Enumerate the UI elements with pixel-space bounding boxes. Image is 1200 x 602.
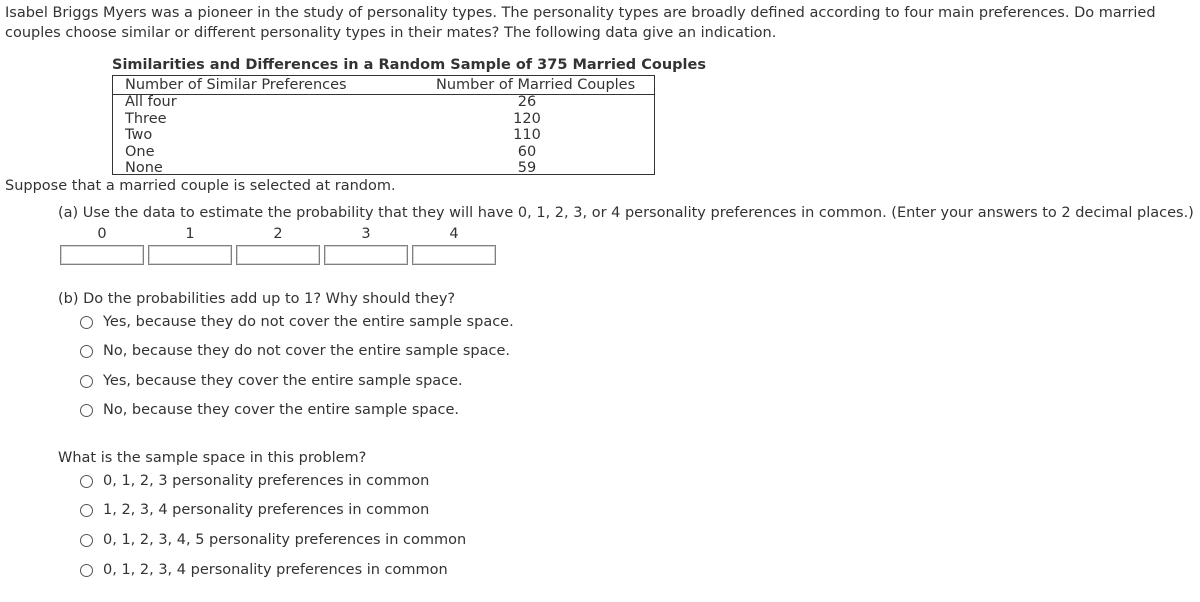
part-b-option[interactable] xyxy=(80,372,463,390)
table-header-married-couples: Number of Married Couples xyxy=(436,77,636,93)
answer-label-0: 0 xyxy=(97,226,107,242)
answer-label-3: 3 xyxy=(361,226,371,242)
table-row-label: Two xyxy=(125,127,153,143)
table-row-label: Three xyxy=(125,110,167,127)
option-label: 0, 1, 2, 3 personality preferences in common xyxy=(103,473,430,489)
sample-space-option[interactable] xyxy=(80,531,466,549)
radio-button[interactable] xyxy=(80,345,93,358)
answer-label-1: 1 xyxy=(185,226,195,242)
table-row-value: 59 xyxy=(517,160,537,176)
part-b-question: (b) Do the probabilities add up to 1? Why should they? xyxy=(58,291,456,307)
answer-label-2: 2 xyxy=(273,226,283,242)
table-row-value: 26 xyxy=(517,94,537,110)
table-row-label: One xyxy=(125,143,155,160)
table-title: Similarities and Differences in a Random Sample of 375 Married Couples xyxy=(112,57,706,73)
table-row-label: None xyxy=(125,160,163,176)
problem-intro: Isabel Briggs Myers was a pioneer in the study of personality types. The personality types are broadly defined according to four main preferences. Do married couples choose similar or different personality types in their mates? The following data give an indication. xyxy=(5,5,1156,41)
radio-button[interactable] xyxy=(80,534,93,547)
part-a-question: (a) Use the data to estimate the probability that they will have 0, 1, 2, 3, or 4 personality preferences in common. (Enter your answers to 2 decimal places.) xyxy=(58,205,1194,221)
table-header-similar-preferences: Number of Similar Preferences xyxy=(125,77,347,93)
sample-space-option[interactable] xyxy=(80,501,429,519)
radio-button[interactable] xyxy=(80,316,93,329)
sample-space-question: What is the sample space in this problem? xyxy=(58,450,367,466)
probability-input-3[interactable] xyxy=(324,245,408,265)
part-b-option[interactable] xyxy=(80,401,459,419)
radio-button[interactable] xyxy=(80,564,93,577)
table-row-value: 110 xyxy=(513,127,541,143)
suppose-text: Suppose that a married couple is selected at random. xyxy=(5,178,396,194)
table-row-value: 60 xyxy=(517,143,537,160)
data-table xyxy=(112,75,655,175)
option-label: 0, 1, 2, 3, 4, 5 personality preferences in common xyxy=(103,532,467,548)
table-row-label: All four xyxy=(125,94,177,110)
probability-input-2[interactable] xyxy=(236,245,320,265)
part-b-option[interactable] xyxy=(80,313,514,331)
part-b-option[interactable] xyxy=(80,342,510,360)
radio-button[interactable] xyxy=(80,504,93,517)
option-label: No, because they do not cover the entire sample space. xyxy=(103,343,511,359)
option-label: Yes, because they cover the entire sample space. xyxy=(103,373,463,389)
sample-space-option[interactable] xyxy=(80,472,429,490)
probability-input-4[interactable] xyxy=(412,245,496,265)
option-label: No, because they cover the entire sample space. xyxy=(103,402,459,418)
option-label: 1, 2, 3, 4 personality preferences in common xyxy=(103,502,430,518)
table-header-divider xyxy=(113,94,654,95)
option-label: 0, 1, 2, 3, 4 personality preferences in common xyxy=(103,562,448,578)
table-row-value: 120 xyxy=(513,110,541,127)
probability-input-0[interactable] xyxy=(60,245,144,265)
answer-label-4: 4 xyxy=(449,226,459,242)
radio-button[interactable] xyxy=(80,404,93,417)
option-label: Yes, because they do not cover the entire sample space. xyxy=(103,314,514,330)
sample-space-option[interactable] xyxy=(80,561,448,579)
radio-button[interactable] xyxy=(80,375,93,388)
radio-button[interactable] xyxy=(80,475,93,488)
probability-input-1[interactable] xyxy=(148,245,232,265)
